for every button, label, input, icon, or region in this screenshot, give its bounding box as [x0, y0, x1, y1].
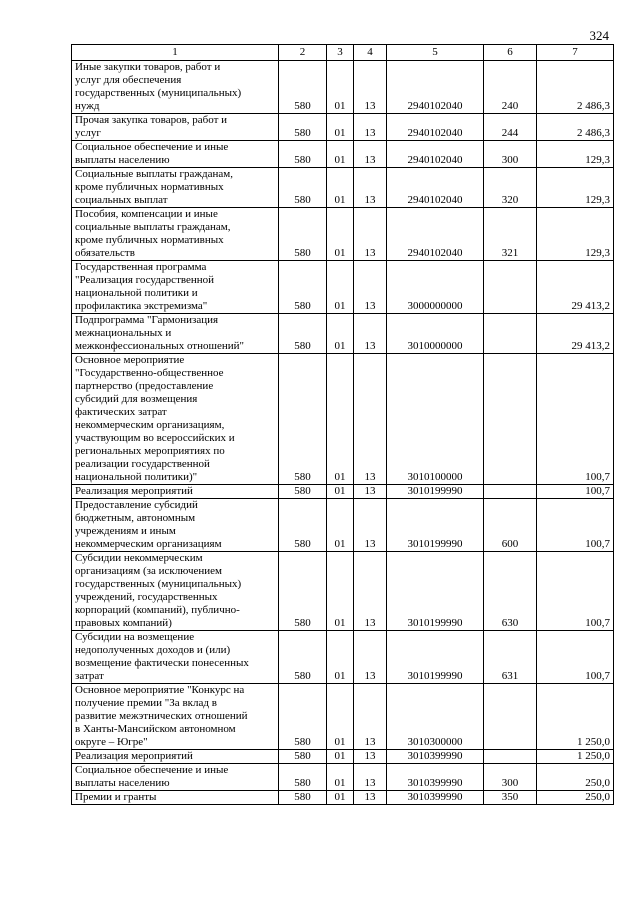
row-amount: 29 413,2	[537, 314, 614, 354]
row-code-expense-type: 631	[484, 631, 537, 684]
row-code-subsection: 13	[354, 791, 387, 805]
table-row	[72, 208, 614, 261]
row-name: Социальные выплаты гражданам, кроме публичных нормативных социальных выплат	[72, 168, 279, 208]
row-code-subsection: 13	[354, 764, 387, 791]
row-code-admin: 580	[279, 750, 327, 764]
row-amount: 100,7	[537, 354, 614, 485]
row-name: Социальное обеспечение и иные выплаты населению	[72, 141, 279, 168]
row-code-admin: 580	[279, 631, 327, 684]
row-amount: 100,7	[537, 631, 614, 684]
table-header-row	[72, 45, 614, 61]
table-row	[72, 552, 614, 631]
row-code-section: 01	[327, 61, 354, 114]
table-row	[72, 631, 614, 684]
page-number: 324	[589, 28, 609, 43]
row-code-expense-type	[484, 750, 537, 764]
row-amount: 100,7	[537, 499, 614, 552]
row-amount: 2 486,3	[537, 114, 614, 141]
row-code-expense-type	[484, 354, 537, 485]
row-code-expense-type	[484, 314, 537, 354]
table-row	[72, 141, 614, 168]
row-amount: 29 413,2	[537, 261, 614, 314]
row-code-expense-type: 630	[484, 552, 537, 631]
table-row	[72, 354, 614, 485]
row-code-admin: 580	[279, 485, 327, 499]
row-code-section: 01	[327, 764, 354, 791]
row-amount: 129,3	[537, 208, 614, 261]
row-code-subsection: 13	[354, 168, 387, 208]
row-code-subsection: 13	[354, 114, 387, 141]
row-code-admin: 580	[279, 791, 327, 805]
row-code-admin: 580	[279, 552, 327, 631]
row-code-target: 3010399990	[387, 764, 484, 791]
row-code-admin: 580	[279, 61, 327, 114]
row-name: Государственная программа "Реализация государственной национальной политики и профилактика экстремизма"	[72, 261, 279, 314]
row-code-admin: 580	[279, 354, 327, 485]
row-amount: 250,0	[537, 791, 614, 805]
row-code-target: 3010199990	[387, 552, 484, 631]
table-row	[72, 499, 614, 552]
column-header: 7	[537, 45, 614, 61]
row-code-section: 01	[327, 485, 354, 499]
row-code-section: 01	[327, 114, 354, 141]
row-code-admin: 580	[279, 208, 327, 261]
row-code-section: 01	[327, 631, 354, 684]
row-code-admin: 580	[279, 261, 327, 314]
row-amount: 250,0	[537, 764, 614, 791]
table-row	[72, 791, 614, 805]
row-name: Пособия, компенсации и иные социальные выплаты гражданам, кроме публичных нормативных обязательств	[72, 208, 279, 261]
row-code-expense-type: 300	[484, 764, 537, 791]
row-code-section: 01	[327, 684, 354, 750]
row-code-expense-type: 300	[484, 141, 537, 168]
row-code-target: 3010199990	[387, 485, 484, 499]
row-code-expense-type: 600	[484, 499, 537, 552]
column-header: 6	[484, 45, 537, 61]
row-code-target: 2940102040	[387, 208, 484, 261]
row-code-expense-type: 244	[484, 114, 537, 141]
row-name: Предоставление субсидий бюджетным, автономным учреждениям и иным некоммерческим организациям	[72, 499, 279, 552]
row-code-subsection: 13	[354, 314, 387, 354]
row-code-subsection: 13	[354, 684, 387, 750]
row-code-section: 01	[327, 791, 354, 805]
row-name: Реализация мероприятий	[72, 750, 279, 764]
row-code-section: 01	[327, 261, 354, 314]
row-code-expense-type: 321	[484, 208, 537, 261]
row-code-subsection: 13	[354, 750, 387, 764]
row-code-expense-type	[484, 684, 537, 750]
table-row	[72, 168, 614, 208]
table-row	[72, 114, 614, 141]
row-code-subsection: 13	[354, 485, 387, 499]
row-code-expense-type: 240	[484, 61, 537, 114]
row-code-target: 3010199990	[387, 631, 484, 684]
row-amount: 2 486,3	[537, 61, 614, 114]
table-row	[72, 764, 614, 791]
row-code-target: 2940102040	[387, 114, 484, 141]
row-code-target: 3010199990	[387, 499, 484, 552]
table-row	[72, 314, 614, 354]
row-code-admin: 580	[279, 764, 327, 791]
row-code-admin: 580	[279, 168, 327, 208]
row-code-subsection: 13	[354, 499, 387, 552]
column-header: 2	[279, 45, 327, 61]
row-code-admin: 580	[279, 314, 327, 354]
row-code-subsection: 13	[354, 208, 387, 261]
row-code-subsection: 13	[354, 61, 387, 114]
row-code-expense-type: 320	[484, 168, 537, 208]
row-name: Социальное обеспечение и иные выплаты населению	[72, 764, 279, 791]
row-code-section: 01	[327, 750, 354, 764]
row-name: Основное мероприятие "Конкурс на получение премии "За вклад в развитие межэтнических отношений в Ханты-Мансийском автономном округе – Югре"	[72, 684, 279, 750]
row-code-expense-type	[484, 261, 537, 314]
row-code-section: 01	[327, 168, 354, 208]
row-code-section: 01	[327, 552, 354, 631]
row-name: Подпрограмма "Гармонизация межнациональных и межконфессиональных отношений"	[72, 314, 279, 354]
row-code-subsection: 13	[354, 261, 387, 314]
row-code-target: 2940102040	[387, 141, 484, 168]
row-code-subsection: 13	[354, 354, 387, 485]
row-amount: 100,7	[537, 485, 614, 499]
row-code-admin: 580	[279, 114, 327, 141]
row-name: Субсидии некоммерческим организациям (за исключением государственных (муниципальных) учреждений, государственных корпораций (компаний), публично- правовых компаний)	[72, 552, 279, 631]
row-code-section: 01	[327, 208, 354, 261]
row-code-section: 01	[327, 499, 354, 552]
table-row	[72, 485, 614, 499]
row-code-target: 3010300000	[387, 684, 484, 750]
row-name: Реализация мероприятий	[72, 485, 279, 499]
row-code-admin: 580	[279, 684, 327, 750]
row-amount: 1 250,0	[537, 684, 614, 750]
row-code-target: 2940102040	[387, 61, 484, 114]
row-code-subsection: 13	[354, 141, 387, 168]
row-name: Субсидии на возмещение недополученных доходов и (или) возмещение фактически понесенных затрат	[72, 631, 279, 684]
column-header: 5	[387, 45, 484, 61]
budget-table	[71, 44, 614, 805]
row-name: Основное мероприятие "Государственно-общественное партнерство (предоставление субсидий для возмещения фактических затрат некоммерческим организациям, участвующим во всероссийских и региональных мероприятиях по реализации государственной национальной политики)"	[72, 354, 279, 485]
row-code-section: 01	[327, 141, 354, 168]
column-header: 1	[72, 45, 279, 61]
table-row	[72, 61, 614, 114]
row-name: Прочая закупка товаров, работ и услуг	[72, 114, 279, 141]
row-code-target: 3010399990	[387, 750, 484, 764]
row-amount: 129,3	[537, 141, 614, 168]
row-code-target: 3010399990	[387, 791, 484, 805]
row-code-admin: 580	[279, 141, 327, 168]
row-code-section: 01	[327, 354, 354, 485]
row-code-subsection: 13	[354, 552, 387, 631]
row-amount: 129,3	[537, 168, 614, 208]
row-amount: 100,7	[537, 552, 614, 631]
row-code-admin: 580	[279, 499, 327, 552]
row-amount: 1 250,0	[537, 750, 614, 764]
table-row	[72, 750, 614, 764]
row-code-target: 2940102040	[387, 168, 484, 208]
table-row	[72, 684, 614, 750]
row-code-expense-type	[484, 485, 537, 499]
column-header: 4	[354, 45, 387, 61]
row-code-target: 3000000000	[387, 261, 484, 314]
table-row	[72, 261, 614, 314]
row-code-section: 01	[327, 314, 354, 354]
row-name: Иные закупки товаров, работ и услуг для обеспечения государственных (муниципальных) нужд	[72, 61, 279, 114]
row-code-target: 3010100000	[387, 354, 484, 485]
row-code-subsection: 13	[354, 631, 387, 684]
row-code-target: 3010000000	[387, 314, 484, 354]
column-header: 3	[327, 45, 354, 61]
row-code-expense-type: 350	[484, 791, 537, 805]
row-name: Премии и гранты	[72, 791, 279, 805]
